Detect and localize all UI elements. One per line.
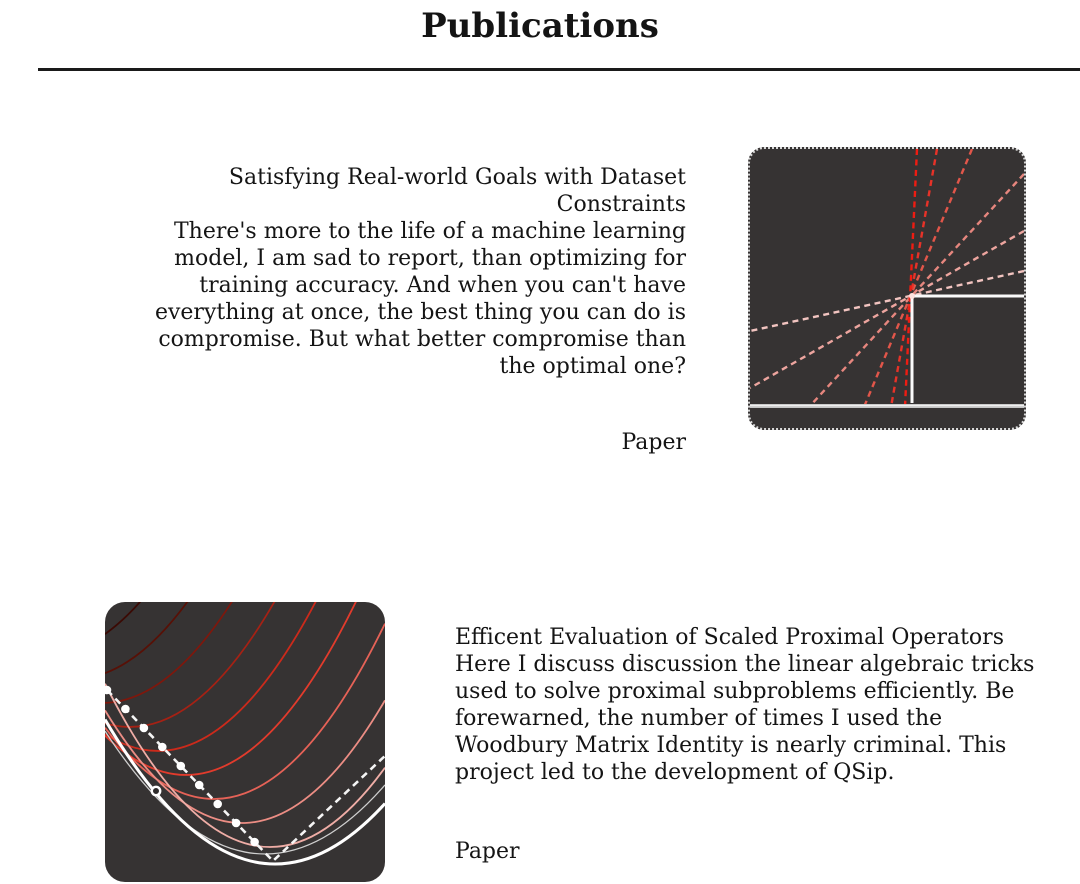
publication-1-text [118,147,686,456]
publication-1-thumbnail [748,147,1026,430]
publication-2-thumbnail [105,602,385,882]
contour-darkest [105,602,385,634]
ray-salmon [809,174,1024,407]
publication-entry-1 [118,147,1026,456]
contour-brick [105,602,385,727]
ray-pink [750,231,1024,388]
ray-red [891,149,937,407]
constraint-rays-figure [750,149,1024,428]
contour-light-red [105,624,385,799]
page-header [0,4,1080,71]
page-title: Publications [421,6,659,46]
contour-bright-red [105,602,385,775]
publication-1-description: There's more to the life of a machine learning model, I am sad to report, than optimizing for training accuracy. And when you can't have everything at once, the best thing you can do is compromise. But what better compromise than the optimal one? [154,219,686,379]
ray-light-red [864,149,972,407]
ray-origin-point [909,293,915,299]
header-divider [38,68,1080,71]
contour-maroon [105,602,385,703]
publication-2-paper-link[interactable]: Paper [455,839,520,864]
iterate-path-dashed [107,690,385,861]
contour-dark [105,602,385,673]
objective-curve-white [105,720,385,865]
publication-1-paper-link[interactable]: Paper [621,430,686,455]
publication-2-text [455,602,1035,865]
publication-1-title: Satisfying Real-world Goals with Dataset Constraints [228,165,686,217]
publication-2-title: Efficent Evaluation of Scaled Proximal Operators [455,625,1004,650]
publication-2-description: Here I discuss discussion the linear algebraic tricks used to solve proximal subproblems efficiently. Be forewarned, the number of times I used the Woodbury Matrix Identity is nearly criminal. This project led to the development of QSip. [455,652,1035,785]
contour-salmon [105,700,385,823]
proximal-contours-figure [105,602,385,882]
hollow-marker-dot [152,787,160,795]
publication-entry-2 [105,602,1035,882]
